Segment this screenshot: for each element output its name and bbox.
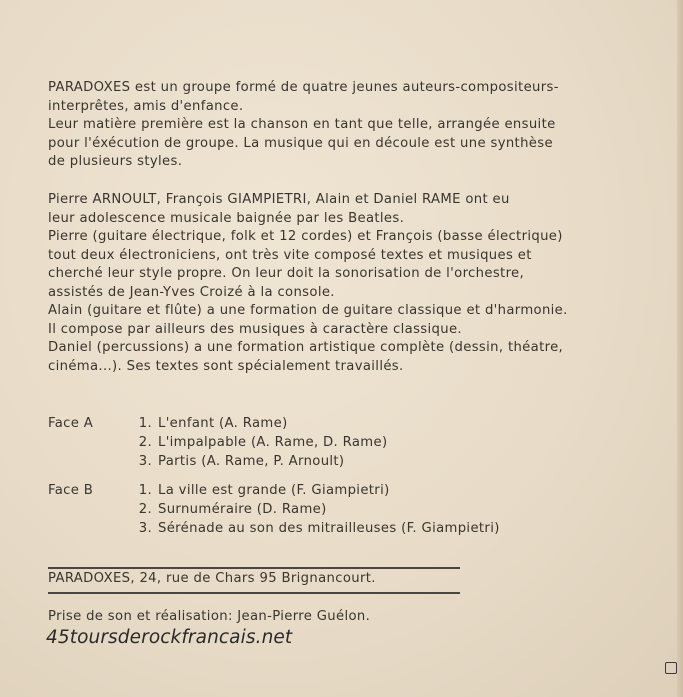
face-b-tracks [125,481,645,538]
members-line: cherché leur style propre. On leur doit la sonorisation de l'orchestre, [48,266,525,281]
track-number: 1. [138,483,152,498]
track-number: 1. [138,416,152,431]
face-b-label: Face B [48,483,94,498]
track-title: La ville est grande (F. Giampietri) [158,483,390,498]
printer-logo-icon [665,662,677,674]
intro-paragraph [48,79,559,172]
face-a-label: Face A [48,416,94,431]
members-line: Daniel (percussions) a une formation artistique complète (dessin, théatre, [48,340,564,355]
track-title: L'impalpable (A. Rame, D. Rame) [158,435,388,450]
track-title: Partis (A. Rame, P. Arnoult) [158,454,345,469]
track-item [125,481,645,500]
members-line: Il compose par ailleurs des musiques à caractère classique. [48,321,462,337]
members-line: assistés de Jean-Yves Croizé à la console. [48,284,335,300]
track-title: Surnuméraire (D. Rame) [158,502,327,517]
site-watermark: 45toursderockfrancais.net [46,627,293,648]
track-item [125,452,645,471]
face-a-tracks [125,414,645,471]
track-item [125,414,645,433]
members-line: Pierre ARNOULT, François GIAMPIETRI, Alain et Daniel RAME ont eu [48,192,510,207]
intro-line: PARADOXES est un groupe formé de quatre jeunes auteurs-compositeurs- [48,80,559,95]
track-number: 3. [138,521,152,536]
members-line: tout deux électroniciens, ont très vite composé textes et musiques et [48,247,532,263]
members-line: Pierre (guitare électrique, folk et 12 cordes) et François (basse électrique) [48,229,563,244]
address-rule-top [48,567,460,569]
intro-line: de plusieurs styles. [48,154,183,169]
track-item [125,519,645,538]
members-line: cinéma...). Ses textes sont spécialement travaillés. [48,358,404,374]
address-rule-bottom [48,592,460,594]
intro-line: interprêtes, amis d'enfance. [48,98,244,114]
track-number: 2. [138,502,152,517]
members-line: leur adolescence musicale baignée par les Beatles. [48,210,405,226]
track-number: 3. [138,454,152,469]
band-address: PARADOXES, 24, rue de Chars 95 Brignancourt. [48,571,376,586]
members-line: Alain (guitare et flûte) a une formation de guitare classique et d'harmonie. [48,303,568,318]
recording-credits: Prise de son et réalisation: Jean-Pierre Guélon. [48,609,371,624]
track-item [125,433,645,452]
track-number: 2. [138,435,152,450]
sleeve-edge [677,0,683,697]
track-title: Sérénade au son des mitrailleuses (F. Giampietri) [158,521,500,536]
track-title: L'enfant (A. Rame) [158,416,288,431]
intro-line: Leur matière première est la chanson en tant que telle, arrangée ensuite [48,117,556,132]
intro-line: pour l'éxécution de groupe. La musique qui en découle est une synthèse [48,135,553,151]
members-paragraph [48,191,568,376]
track-item [125,500,645,519]
